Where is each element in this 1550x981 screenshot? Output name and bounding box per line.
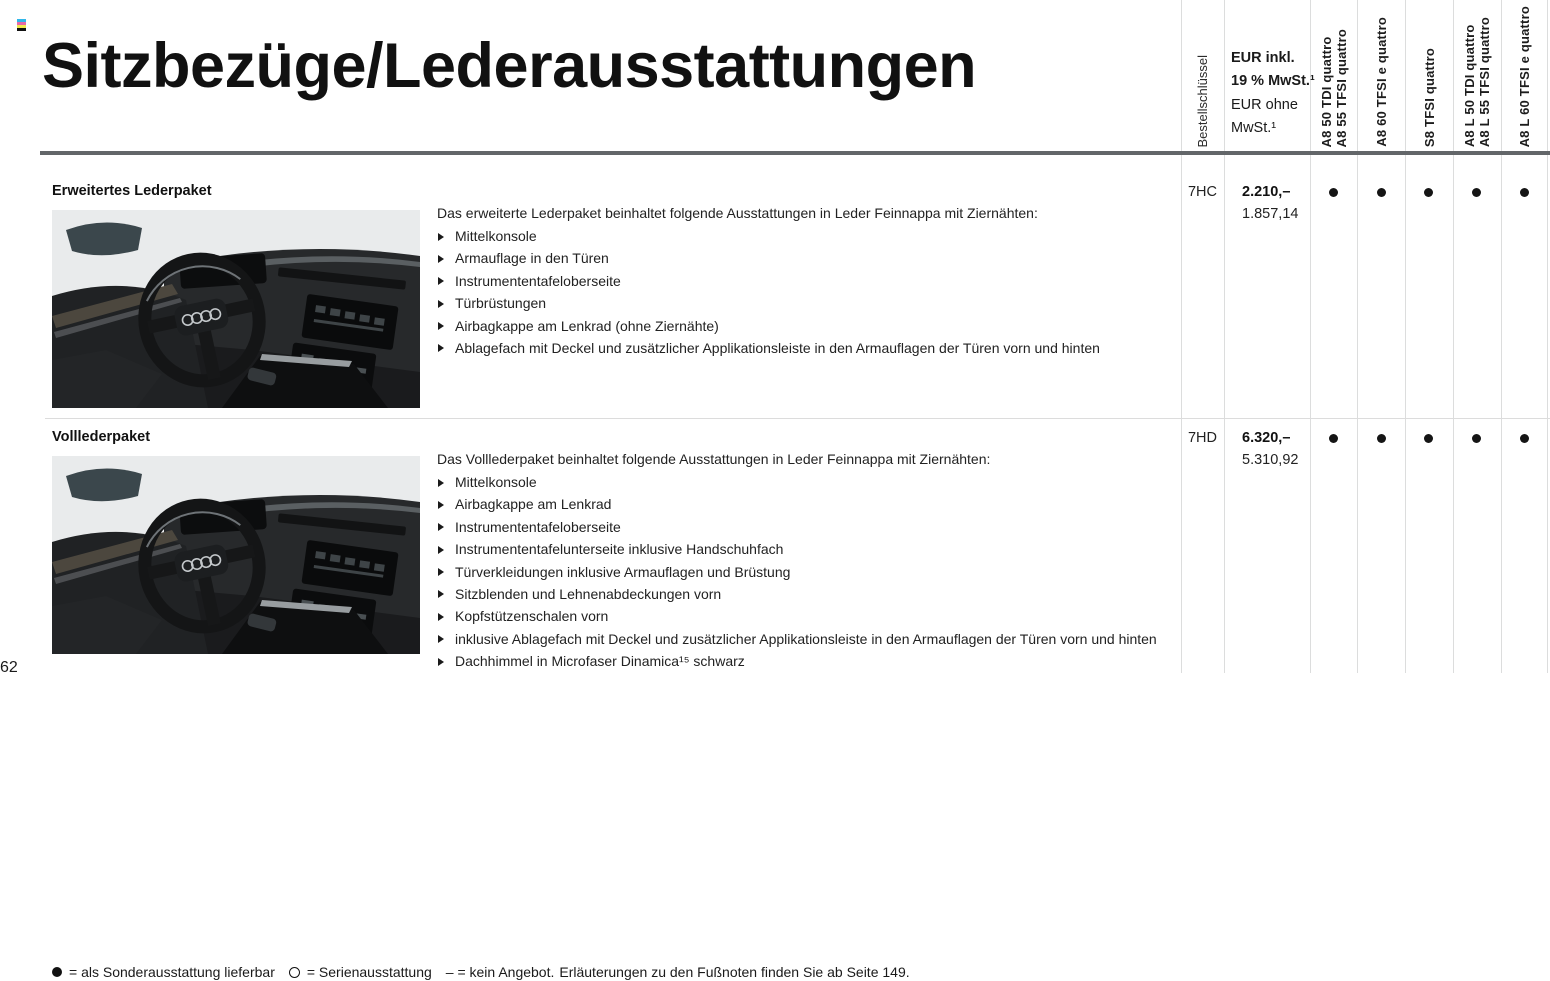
feature-item [437, 296, 1100, 311]
feature-text: Airbagkappe am Lenkrad (ohne Ziernähte) [455, 317, 719, 334]
model-name-line: A8 50 TDI quattro [1318, 35, 1334, 147]
package-title: Volllederpaket [52, 429, 151, 445]
feature-text: Instrumententafeloberseite [455, 272, 621, 289]
order-code: 7HC [1187, 184, 1217, 200]
model-name-line: A8 L 60 TFSI e quattro [1517, 5, 1532, 147]
header-divider-rule [40, 151, 1550, 155]
model-name-line: A8 60 TFSI e quattro [1373, 17, 1389, 147]
feature-text: Armauflage in den Türen [455, 250, 609, 267]
feature-list [437, 229, 1100, 363]
column-header-price [1231, 47, 1315, 140]
price-excl-vat: 5.310,92 [1242, 452, 1299, 468]
feature-text: Sitzblenden und Lehnenabdeckungen vorn [455, 585, 722, 602]
legend-footer [52, 964, 910, 980]
model-name-label [1374, 17, 1389, 147]
triangle-bullet-icon [438, 590, 444, 598]
model-name-label [1422, 48, 1437, 147]
feature-item [437, 497, 1157, 512]
legend-footnote-text: Erläuterungen zu den Fußnoten finden Sie ab Seite 149. [559, 964, 910, 980]
triangle-bullet-icon [438, 322, 444, 330]
availability-dot-icon [1377, 434, 1386, 443]
filled-dot-icon [52, 967, 62, 977]
feature-item [437, 565, 1157, 580]
triangle-bullet-icon [438, 277, 444, 285]
triangle-bullet-icon [438, 255, 444, 263]
model-name-label [1462, 17, 1492, 147]
availability-dot-icon [1472, 188, 1481, 197]
feature-text: Instrumententafeloberseite [455, 518, 621, 535]
feature-item [437, 609, 1157, 624]
availability-dot-icon [1377, 188, 1386, 197]
package-title: Erweitertes Lederpaket [52, 183, 212, 199]
feature-item [437, 587, 1157, 602]
order-key-label: Bestellschlüssel [1195, 54, 1210, 147]
triangle-bullet-icon [438, 568, 444, 576]
triangle-bullet-icon [438, 344, 444, 352]
interior-photo [52, 456, 420, 654]
price-header-line: EUR ohne [1231, 96, 1298, 113]
triangle-bullet-icon [438, 613, 444, 621]
feature-text: Airbagkappe am Lenkrad [455, 496, 612, 513]
triangle-bullet-icon [438, 546, 444, 554]
availability-dot-icon [1520, 434, 1529, 443]
model-name-line: A8 55 TFSI quattro [1333, 28, 1349, 147]
feature-item [437, 654, 1157, 669]
feature-text: Instrumententafelunterseite inklusive Handschuhfach [455, 541, 784, 558]
feature-item [437, 251, 1100, 266]
column-header-model [1453, 0, 1501, 147]
column-header-model [1501, 0, 1548, 147]
price-incl-vat: 2.210,– [1242, 184, 1291, 200]
triangle-bullet-icon [438, 635, 444, 643]
page-title: Sitzbezüge/Lederausstattungen [42, 31, 977, 102]
feature-text: Türverkleidungen inklusive Armauflagen und Brüstung [455, 563, 791, 580]
feature-text: Mittelkonsole [455, 474, 537, 490]
price-incl-vat: 6.320,– [1242, 430, 1291, 446]
table-row [0, 424, 1550, 674]
feature-item [437, 341, 1100, 356]
open-circle-icon [289, 967, 300, 978]
triangle-bullet-icon [438, 658, 444, 666]
feature-item [437, 274, 1100, 289]
price-excl-vat: 1.857,14 [1242, 206, 1299, 222]
legend-none-label: – = kein Angebot. [445, 964, 555, 980]
feature-item [437, 229, 1100, 244]
order-code: 7HD [1187, 430, 1217, 446]
row-divider [45, 418, 1550, 419]
price-header-line: EUR inkl. [1231, 50, 1295, 66]
model-name-label [1517, 6, 1532, 147]
feature-text: Türbrüstungen [455, 295, 547, 312]
feature-item [437, 520, 1157, 535]
column-header-model [1357, 0, 1405, 147]
triangle-bullet-icon [438, 523, 444, 531]
page-number: 62 [0, 659, 18, 676]
feature-text: Dachhimmel in Microfaser Dinamica¹⁵ schwarz [455, 653, 745, 670]
model-name-line: S8 TFSI quattro [1421, 47, 1437, 147]
interior-photo [52, 210, 420, 408]
legend-special-label: = als Sonderausstattung lieferbar [69, 964, 275, 980]
triangle-bullet-icon [438, 501, 444, 509]
model-name-label [1319, 29, 1349, 147]
feature-item [437, 319, 1100, 334]
feature-list [437, 475, 1157, 677]
availability-dot-icon [1424, 188, 1433, 197]
feature-text: Ablagefach mit Deckel und zusätzlicher Applikationsleiste in den Armauflagen der Türen vorn und hinten [455, 339, 1100, 356]
column-header-order-key [1181, 0, 1224, 147]
triangle-bullet-icon [438, 233, 444, 241]
column-header-model [1310, 0, 1357, 147]
feature-item [437, 632, 1157, 647]
feature-text: Kopfstützenschalen vorn [455, 608, 609, 625]
column-header-model [1405, 0, 1453, 147]
availability-dot-icon [1329, 434, 1338, 443]
availability-dot-icon [1472, 434, 1481, 443]
table-row [0, 178, 1550, 418]
availability-dot-icon [1424, 434, 1433, 443]
model-name-line: A8 L 55 TFSI quattro [1477, 16, 1492, 147]
feature-item [437, 542, 1157, 557]
package-description: Das erweiterte Lederpaket beinhaltet folgende Ausstattungen in Leder Feinnappa mit Ziernähten: [437, 205, 1038, 221]
price-header-line: MwSt.¹ [1231, 119, 1277, 136]
model-name-line: A8 L 50 TDI quattro [1462, 24, 1477, 147]
triangle-bullet-icon [438, 300, 444, 308]
feature-text: Mittelkonsole [455, 228, 537, 244]
feature-item [437, 475, 1157, 490]
availability-dot-icon [1329, 188, 1338, 197]
availability-dot-icon [1520, 188, 1529, 197]
cmyk-print-mark-icon [17, 19, 26, 31]
triangle-bullet-icon [438, 479, 444, 487]
package-description: Das Volllederpaket beinhaltet folgende Ausstattungen in Leder Feinnappa mit Ziernähten: [437, 451, 991, 467]
price-header-line: 19 % MwSt.¹ [1231, 73, 1315, 90]
feature-text: inklusive Ablagefach mit Deckel und zusätzlicher Applikationsleiste in den Armauflagen der Türen vorn und hinten [455, 630, 1157, 647]
legend-series-label: = Serienausstattung [306, 964, 432, 980]
